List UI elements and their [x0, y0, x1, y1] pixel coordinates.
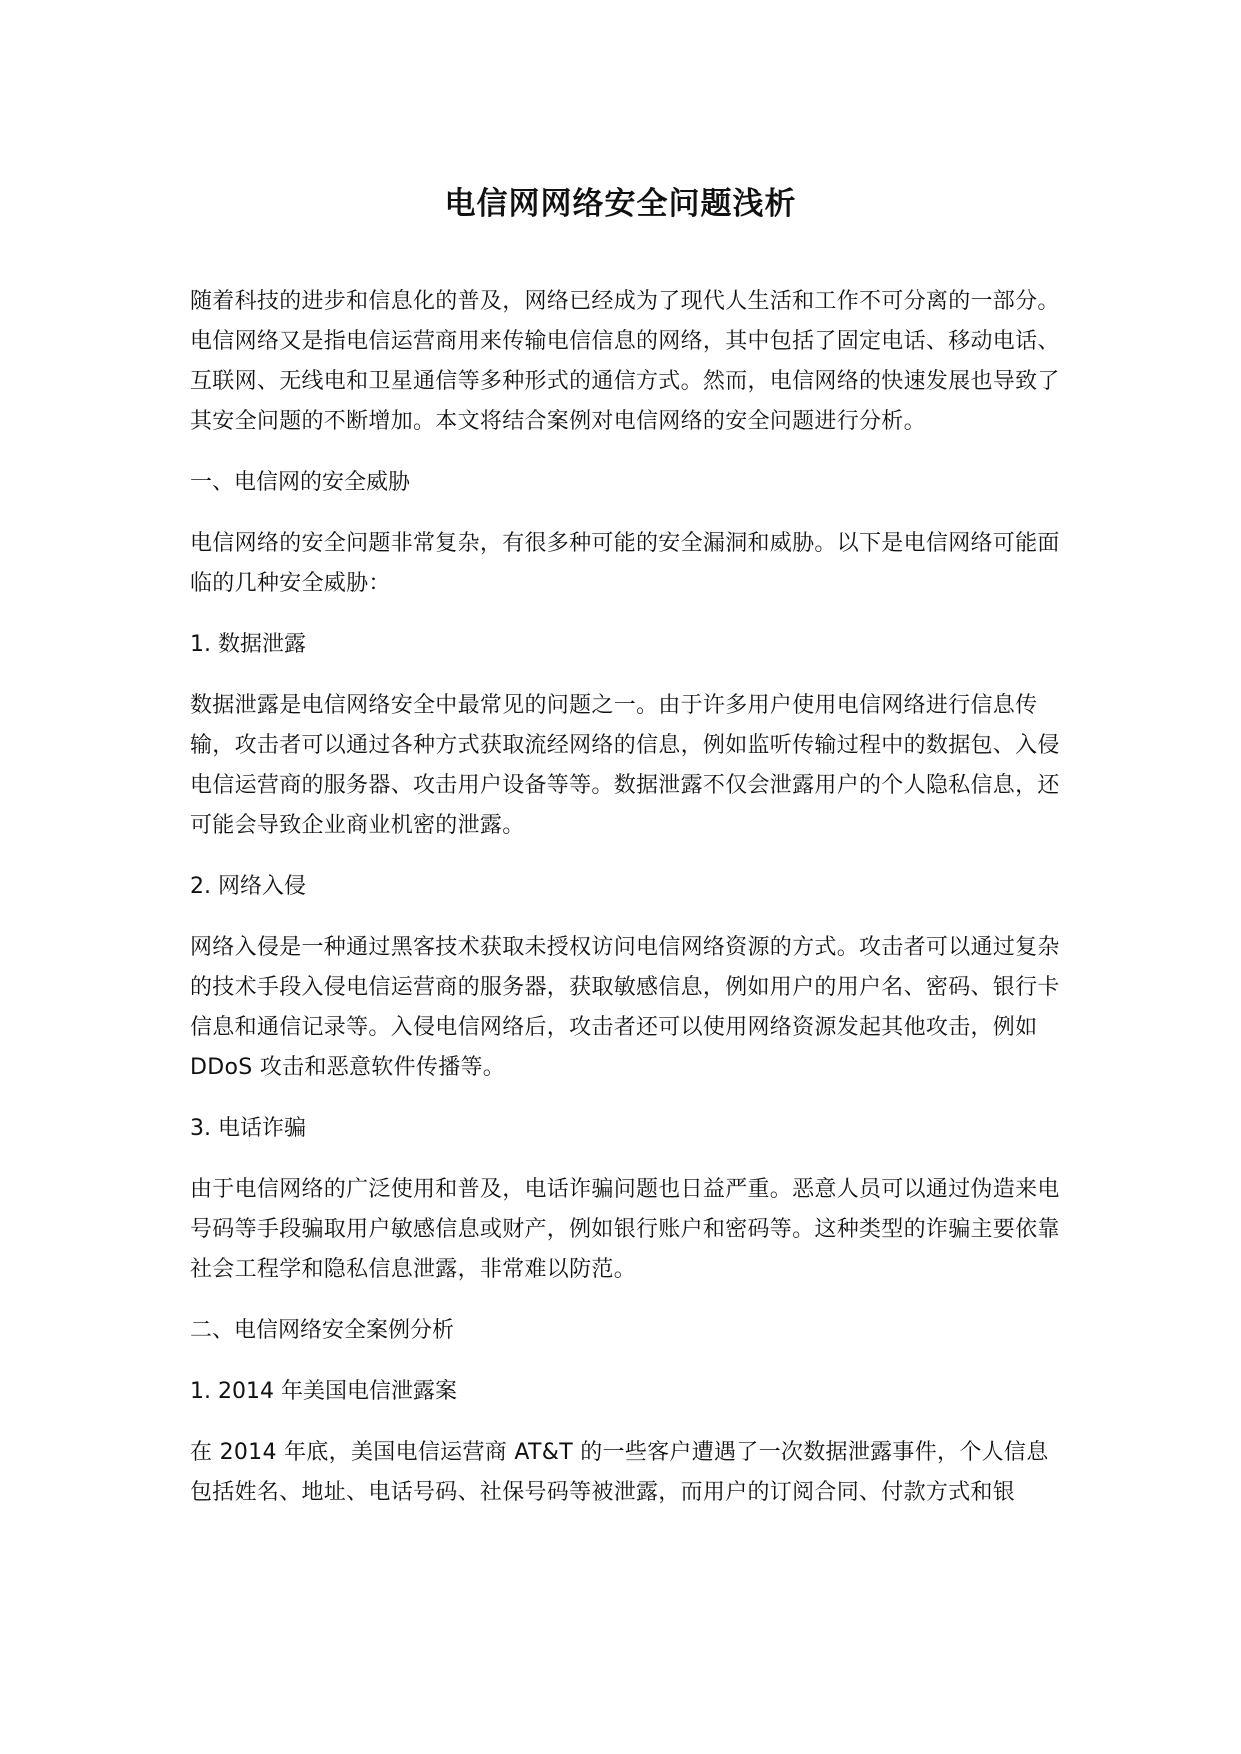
- document-body: [190, 282, 1070, 1534]
- section-heading-threats: 一、电信网的安全威胁: [190, 470, 411, 495]
- document-title: 电信网网络安全问题浅析: [444, 186, 797, 222]
- case-2014-paragraph: 在 2014 年底，美国电信运营商 AT&T 的一些客户遭遇了一次数据泄露事件，个人信息包括姓名、地址、电话号码、社保号码等被泄露，而用户的订阅合同、付款方式和银: [190, 1440, 1049, 1505]
- subheading-data-leak: 1. 数据泄露: [190, 632, 306, 657]
- data-leak-paragraph: 数据泄露是电信网络安全中最常见的问题之一。由于许多用户使用电信网络进行信息传输，攻击者可以通过各种方式获取流经网络的信息，例如监听传输过程中的数据包、入侵电信运营商的服务器、攻击用户设备等等。数据泄露不仅会泄露用户的个人隐私信息，还可能会导致企业商业机密的泄露。: [190, 693, 1060, 838]
- intro-paragraph: 随着科技的进步和信息化的普及，网络已经成为了现代人生活和工作不可分离的一部分。电信网络又是指电信运营商用来传输电信信息的网络，其中包括了固定电话、移动电话、互联网、无线电和卫星通信等多种形式的通信方式。然而，电信网络的快速发展也导致了其安全问题的不断增加。本文将结合案例对电信网络的安全问题进行分析。: [190, 289, 1060, 434]
- subheading-network-intrusion: 2. 网络入侵: [190, 874, 306, 899]
- section-heading-cases: 二、电信网络安全案例分析: [190, 1318, 455, 1343]
- threats-intro-paragraph: 电信网络的安全问题非常复杂，有很多种可能的安全漏洞和威胁。以下是电信网络可能面临的几种安全威胁：: [190, 531, 1060, 596]
- subheading-2014-case: 1. 2014 年美国电信泄露案: [190, 1379, 457, 1404]
- subheading-phone-fraud: 3. 电话诈骗: [190, 1116, 306, 1141]
- network-intrusion-paragraph: 网络入侵是一种通过黑客技术获取未授权访问电信网络资源的方式。攻击者可以通过复杂的技术手段入侵电信运营商的服务器，获取敏感信息，例如用户的用户名、密码、银行卡信息和通信记录等。入侵电信网络后，攻击者还可以使用网络资源发起其他攻击，例如 DDoS 攻击和恶意软件传播等。: [190, 935, 1060, 1080]
- phone-fraud-paragraph: 由于电信网络的广泛使用和普及，电话诈骗问题也日益严重。恶意人员可以通过伪造来电号码等手段骗取用户敏感信息或财产，例如银行账户和密码等。这种类型的诈骗主要依靠社会工程学和隐私信息泄露，非常难以防范。: [190, 1177, 1060, 1282]
